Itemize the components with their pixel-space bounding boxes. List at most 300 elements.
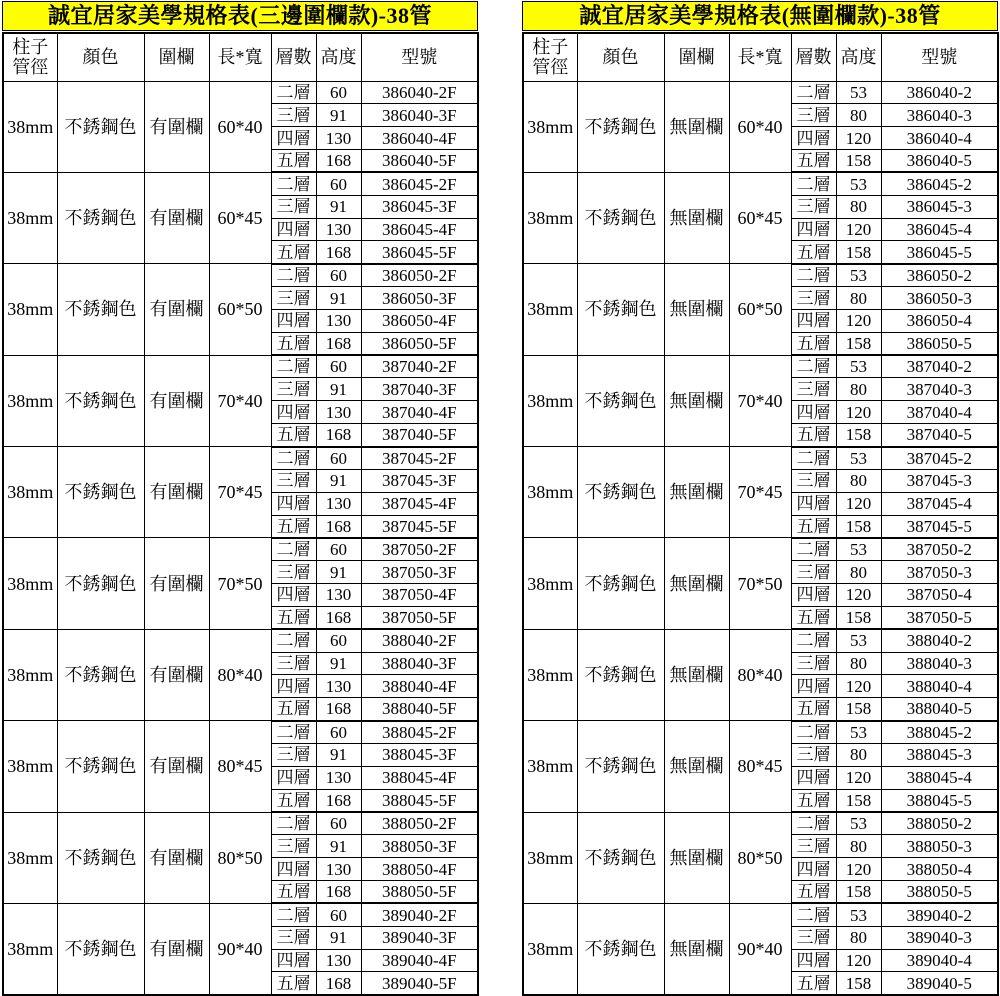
color-cell: 不銹鋼色 <box>577 538 664 629</box>
color-cell: 不銹鋼色 <box>577 172 664 263</box>
height-cell: 120 <box>836 127 881 150</box>
layers-cell: 三層 <box>791 835 836 858</box>
height-cell: 130 <box>316 766 361 789</box>
height-cell: 158 <box>836 789 881 812</box>
model-cell: 387045-3F <box>361 469 478 492</box>
layers-cell: 四層 <box>271 401 316 424</box>
pipe-diameter-cell: 38mm <box>523 264 577 355</box>
model-cell: 387040-3F <box>361 378 478 401</box>
model-cell: 388040-5F <box>361 698 478 721</box>
height-cell: 168 <box>316 972 361 995</box>
size-cell: 90*40 <box>729 903 791 994</box>
layers-cell: 五層 <box>271 698 316 721</box>
model-cell: 387050-5 <box>881 606 998 629</box>
height-cell: 53 <box>836 447 881 470</box>
size-cell: 80*50 <box>729 812 791 903</box>
model-cell: 387040-4F <box>361 401 478 424</box>
header-fence: 圍欄 <box>664 33 729 81</box>
layers-cell: 五層 <box>791 332 836 355</box>
model-cell: 388045-5 <box>881 789 998 812</box>
model-cell: 387040-4 <box>881 401 998 424</box>
layers-cell: 五層 <box>271 972 316 995</box>
model-cell: 389040-5F <box>361 972 478 995</box>
table-row <box>523 903 998 926</box>
height-cell: 130 <box>316 858 361 881</box>
fence-cell: 無圍欄 <box>664 629 729 720</box>
size-cell: 90*40 <box>209 903 271 994</box>
header-size: 長*寬 <box>729 33 791 81</box>
layers-cell: 三層 <box>271 287 316 310</box>
layers-cell: 五層 <box>791 424 836 447</box>
header-pipe-line1: 柱子 <box>532 36 569 57</box>
model-cell: 389040-3F <box>361 926 478 949</box>
model-cell: 386045-4F <box>361 218 478 241</box>
layers-cell: 二層 <box>791 355 836 378</box>
table-row <box>523 172 998 195</box>
size-cell: 60*45 <box>209 172 271 263</box>
color-cell: 不銹鋼色 <box>57 721 144 812</box>
layers-cell: 四層 <box>271 858 316 881</box>
fence-cell: 無圍欄 <box>664 903 729 994</box>
pipe-diameter-cell: 38mm <box>3 629 57 720</box>
table-row <box>523 812 998 835</box>
fence-cell: 有圍欄 <box>144 355 209 446</box>
height-cell: 120 <box>836 401 881 424</box>
height-cell: 60 <box>316 264 361 287</box>
layers-cell: 四層 <box>271 766 316 789</box>
layers-cell: 三層 <box>271 195 316 218</box>
table-row <box>523 264 998 287</box>
height-cell: 130 <box>316 675 361 698</box>
height-cell: 91 <box>316 835 361 858</box>
height-cell: 168 <box>316 515 361 538</box>
model-cell: 388050-3 <box>881 835 998 858</box>
layers-cell: 四層 <box>791 675 836 698</box>
layers-cell: 五層 <box>791 241 836 264</box>
fence-cell: 無圍欄 <box>664 172 729 263</box>
table-row <box>523 721 998 744</box>
model-cell: 386045-3 <box>881 195 998 218</box>
height-cell: 130 <box>316 584 361 607</box>
pipe-diameter-cell: 38mm <box>523 355 577 446</box>
layers-cell: 五層 <box>791 606 836 629</box>
header-model: 型號 <box>881 33 998 81</box>
model-cell: 386050-5 <box>881 332 998 355</box>
height-cell: 60 <box>316 721 361 744</box>
height-cell: 158 <box>836 881 881 904</box>
layers-cell: 五層 <box>271 606 316 629</box>
layers-cell: 五層 <box>791 515 836 538</box>
header-pipe-diameter <box>523 33 577 81</box>
height-cell: 158 <box>836 698 881 721</box>
size-cell: 60*50 <box>209 264 271 355</box>
model-cell: 389040-4 <box>881 949 998 972</box>
height-cell: 130 <box>316 218 361 241</box>
color-cell: 不銹鋼色 <box>57 81 144 172</box>
height-cell: 158 <box>836 332 881 355</box>
model-cell: 386050-5F <box>361 332 478 355</box>
height-cell: 120 <box>836 675 881 698</box>
spec-table <box>522 32 999 996</box>
table-row <box>3 812 478 835</box>
model-cell: 386050-3F <box>361 287 478 310</box>
model-cell: 388050-5 <box>881 881 998 904</box>
table-row <box>3 629 478 652</box>
height-cell: 53 <box>836 629 881 652</box>
height-cell: 130 <box>316 492 361 515</box>
layers-cell: 二層 <box>271 172 316 195</box>
height-cell: 158 <box>836 515 881 538</box>
color-cell: 不銹鋼色 <box>577 903 664 994</box>
layers-cell: 三層 <box>791 652 836 675</box>
layers-cell: 四層 <box>791 218 836 241</box>
model-cell: 388045-2 <box>881 721 998 744</box>
table-title-unfenced: 誠宜居家美學規格表(無圍欄款)-38管 <box>522 1 998 31</box>
model-cell: 387050-2F <box>361 538 478 561</box>
layers-cell: 五層 <box>791 698 836 721</box>
model-cell: 387045-4 <box>881 492 998 515</box>
pipe-diameter-cell: 38mm <box>523 721 577 812</box>
height-cell: 91 <box>316 926 361 949</box>
model-cell: 386040-5F <box>361 150 478 173</box>
color-cell: 不銹鋼色 <box>577 812 664 903</box>
layers-cell: 三層 <box>791 743 836 766</box>
table-row <box>3 264 478 287</box>
model-cell: 388050-4F <box>361 858 478 881</box>
fence-cell: 有圍欄 <box>144 538 209 629</box>
pipe-diameter-cell: 38mm <box>3 172 57 263</box>
header-fence: 圍欄 <box>144 33 209 81</box>
height-cell: 168 <box>316 698 361 721</box>
model-cell: 386045-2 <box>881 172 998 195</box>
height-cell: 120 <box>836 584 881 607</box>
layers-cell: 五層 <box>791 881 836 904</box>
layers-cell: 五層 <box>271 881 316 904</box>
layers-cell: 二層 <box>271 355 316 378</box>
model-cell: 389040-2 <box>881 903 998 926</box>
height-cell: 53 <box>836 538 881 561</box>
layers-cell: 五層 <box>791 150 836 173</box>
header-row <box>523 33 998 81</box>
layers-cell: 三層 <box>271 835 316 858</box>
table-row <box>523 538 998 561</box>
layers-cell: 四層 <box>271 309 316 332</box>
table-row <box>3 903 478 926</box>
model-cell: 388040-4F <box>361 675 478 698</box>
height-cell: 168 <box>316 881 361 904</box>
fence-cell: 有圍欄 <box>144 721 209 812</box>
fence-cell: 無圍欄 <box>664 721 729 812</box>
header-pipe-diameter <box>3 33 57 81</box>
model-cell: 386040-3F <box>361 104 478 127</box>
color-cell: 不銹鋼色 <box>57 538 144 629</box>
layers-cell: 五層 <box>271 424 316 447</box>
height-cell: 60 <box>316 812 361 835</box>
color-cell: 不銹鋼色 <box>57 903 144 994</box>
size-cell: 70*50 <box>209 538 271 629</box>
layers-cell: 二層 <box>271 812 316 835</box>
header-size: 長*寬 <box>209 33 271 81</box>
layers-cell: 四層 <box>791 309 836 332</box>
model-cell: 386040-2F <box>361 81 478 104</box>
height-cell: 158 <box>836 241 881 264</box>
model-cell: 387050-5F <box>361 606 478 629</box>
table-row <box>3 172 478 195</box>
height-cell: 168 <box>316 789 361 812</box>
pipe-diameter-cell: 38mm <box>523 629 577 720</box>
size-cell: 80*45 <box>209 721 271 812</box>
layers-cell: 四層 <box>791 401 836 424</box>
fence-cell: 無圍欄 <box>664 447 729 538</box>
layers-cell: 四層 <box>271 218 316 241</box>
table-row <box>523 81 998 104</box>
layers-cell: 五層 <box>271 515 316 538</box>
layers-cell: 二層 <box>271 903 316 926</box>
layers-cell: 三層 <box>791 469 836 492</box>
table-row <box>3 355 478 378</box>
pipe-diameter-cell: 38mm <box>523 812 577 903</box>
height-cell: 168 <box>316 150 361 173</box>
height-cell: 60 <box>316 447 361 470</box>
fence-cell: 有圍欄 <box>144 81 209 172</box>
height-cell: 91 <box>316 378 361 401</box>
model-cell: 387045-4F <box>361 492 478 515</box>
height-cell: 80 <box>836 104 881 127</box>
color-cell: 不銹鋼色 <box>577 264 664 355</box>
layers-cell: 四層 <box>791 127 836 150</box>
model-cell: 387045-5 <box>881 515 998 538</box>
layers-cell: 二層 <box>791 172 836 195</box>
layers-cell: 四層 <box>791 766 836 789</box>
model-cell: 388045-2F <box>361 721 478 744</box>
layers-cell: 五層 <box>271 789 316 812</box>
color-cell: 不銹鋼色 <box>57 355 144 446</box>
model-cell: 389040-4F <box>361 949 478 972</box>
model-cell: 386050-2F <box>361 264 478 287</box>
model-cell: 387040-3 <box>881 378 998 401</box>
height-cell: 91 <box>316 104 361 127</box>
model-cell: 387045-2 <box>881 447 998 470</box>
size-cell: 80*50 <box>209 812 271 903</box>
height-cell: 53 <box>836 903 881 926</box>
layers-cell: 五層 <box>271 332 316 355</box>
layers-cell: 二層 <box>791 81 836 104</box>
height-cell: 53 <box>836 172 881 195</box>
model-cell: 387045-3 <box>881 469 998 492</box>
header-pipe-line1: 柱子 <box>12 36 49 57</box>
model-cell: 389040-5 <box>881 972 998 995</box>
height-cell: 53 <box>836 812 881 835</box>
pipe-diameter-cell: 38mm <box>3 447 57 538</box>
height-cell: 60 <box>316 172 361 195</box>
model-cell: 387040-5F <box>361 424 478 447</box>
layers-cell: 四層 <box>791 858 836 881</box>
table-row <box>3 81 478 104</box>
layers-cell: 四層 <box>271 949 316 972</box>
layers-cell: 二層 <box>791 264 836 287</box>
height-cell: 53 <box>836 355 881 378</box>
pipe-diameter-cell: 38mm <box>3 721 57 812</box>
size-cell: 70*50 <box>729 538 791 629</box>
layers-cell: 二層 <box>791 903 836 926</box>
model-cell: 386045-2F <box>361 172 478 195</box>
fence-cell: 無圍欄 <box>664 538 729 629</box>
model-cell: 388045-3 <box>881 743 998 766</box>
height-cell: 80 <box>836 195 881 218</box>
size-cell: 60*40 <box>209 81 271 172</box>
layers-cell: 三層 <box>791 561 836 584</box>
model-cell: 387040-5 <box>881 424 998 447</box>
layers-cell: 二層 <box>271 264 316 287</box>
model-cell: 387040-2 <box>881 355 998 378</box>
model-cell: 388050-4 <box>881 858 998 881</box>
height-cell: 80 <box>836 561 881 584</box>
height-cell: 168 <box>316 424 361 447</box>
fence-cell: 有圍欄 <box>144 264 209 355</box>
color-cell: 不銹鋼色 <box>577 721 664 812</box>
color-cell: 不銹鋼色 <box>577 355 664 446</box>
fence-cell: 有圍欄 <box>144 629 209 720</box>
height-cell: 60 <box>316 538 361 561</box>
pipe-diameter-cell: 38mm <box>523 172 577 263</box>
fence-cell: 無圍欄 <box>664 81 729 172</box>
size-cell: 60*45 <box>729 172 791 263</box>
model-cell: 386040-2 <box>881 81 998 104</box>
model-cell: 388050-2 <box>881 812 998 835</box>
spec-table-unfenced <box>522 1 998 996</box>
pipe-diameter-cell: 38mm <box>3 812 57 903</box>
height-cell: 91 <box>316 743 361 766</box>
height-cell: 91 <box>316 195 361 218</box>
height-cell: 60 <box>316 903 361 926</box>
layers-cell: 二層 <box>271 721 316 744</box>
model-cell: 387045-5F <box>361 515 478 538</box>
height-cell: 80 <box>836 469 881 492</box>
height-cell: 91 <box>316 561 361 584</box>
model-cell: 386050-2 <box>881 264 998 287</box>
height-cell: 80 <box>836 652 881 675</box>
header-layers: 層數 <box>271 33 316 81</box>
model-cell: 388040-3F <box>361 652 478 675</box>
model-cell: 388040-5 <box>881 698 998 721</box>
height-cell: 120 <box>836 949 881 972</box>
size-cell: 60*40 <box>729 81 791 172</box>
layers-cell: 四層 <box>791 949 836 972</box>
size-cell: 80*45 <box>729 721 791 812</box>
layers-cell: 二層 <box>271 81 316 104</box>
pipe-diameter-cell: 38mm <box>3 355 57 446</box>
layers-cell: 四層 <box>271 127 316 150</box>
pipe-diameter-cell: 38mm <box>3 538 57 629</box>
model-cell: 387040-2F <box>361 355 478 378</box>
model-cell: 387050-2 <box>881 538 998 561</box>
height-cell: 120 <box>836 766 881 789</box>
fence-cell: 有圍欄 <box>144 903 209 994</box>
height-cell: 80 <box>836 835 881 858</box>
table-row <box>3 447 478 470</box>
header-height: 高度 <box>316 33 361 81</box>
layers-cell: 二層 <box>791 721 836 744</box>
height-cell: 53 <box>836 721 881 744</box>
layers-cell: 三層 <box>271 469 316 492</box>
color-cell: 不銹鋼色 <box>577 629 664 720</box>
layers-cell: 四層 <box>791 584 836 607</box>
model-cell: 387050-3 <box>881 561 998 584</box>
layers-cell: 四層 <box>271 675 316 698</box>
model-cell: 388040-2F <box>361 629 478 652</box>
model-cell: 386045-5F <box>361 241 478 264</box>
pipe-diameter-cell: 38mm <box>523 903 577 994</box>
layers-cell: 三層 <box>271 652 316 675</box>
height-cell: 60 <box>316 355 361 378</box>
model-cell: 387050-4F <box>361 584 478 607</box>
layers-cell: 三層 <box>791 926 836 949</box>
layers-cell: 四層 <box>271 492 316 515</box>
header-model: 型號 <box>361 33 478 81</box>
size-cell: 70*40 <box>729 355 791 446</box>
height-cell: 130 <box>316 127 361 150</box>
table-row <box>3 721 478 744</box>
color-cell: 不銹鋼色 <box>57 172 144 263</box>
pipe-diameter-cell: 38mm <box>3 903 57 994</box>
height-cell: 91 <box>316 652 361 675</box>
model-cell: 387050-4 <box>881 584 998 607</box>
height-cell: 60 <box>316 629 361 652</box>
header-pipe-line2: 管徑 <box>532 57 569 78</box>
height-cell: 53 <box>836 264 881 287</box>
layers-cell: 二層 <box>271 629 316 652</box>
table-row <box>523 629 998 652</box>
layers-cell: 二層 <box>791 447 836 470</box>
layers-cell: 二層 <box>271 538 316 561</box>
height-cell: 158 <box>836 606 881 629</box>
height-cell: 91 <box>316 287 361 310</box>
layers-cell: 三層 <box>271 104 316 127</box>
height-cell: 158 <box>836 972 881 995</box>
layers-cell: 五層 <box>791 972 836 995</box>
layers-cell: 三層 <box>791 378 836 401</box>
size-cell: 60*50 <box>729 264 791 355</box>
layers-cell: 三層 <box>271 926 316 949</box>
height-cell: 158 <box>836 150 881 173</box>
model-cell: 386040-4F <box>361 127 478 150</box>
color-cell: 不銹鋼色 <box>57 812 144 903</box>
height-cell: 120 <box>836 309 881 332</box>
height-cell: 158 <box>836 424 881 447</box>
table-row <box>523 447 998 470</box>
model-cell: 388040-4 <box>881 675 998 698</box>
model-cell: 388050-2F <box>361 812 478 835</box>
header-color: 顏色 <box>577 33 664 81</box>
model-cell: 388045-4 <box>881 766 998 789</box>
layers-cell: 三層 <box>791 287 836 310</box>
layers-cell: 三層 <box>791 104 836 127</box>
fence-cell: 無圍欄 <box>664 264 729 355</box>
height-cell: 168 <box>316 332 361 355</box>
model-cell: 388040-3 <box>881 652 998 675</box>
layers-cell: 五層 <box>271 150 316 173</box>
height-cell: 130 <box>316 401 361 424</box>
layers-cell: 二層 <box>791 538 836 561</box>
height-cell: 168 <box>316 606 361 629</box>
layers-cell: 二層 <box>791 629 836 652</box>
model-cell: 386045-5 <box>881 241 998 264</box>
model-cell: 386050-4 <box>881 309 998 332</box>
color-cell: 不銹鋼色 <box>57 447 144 538</box>
model-cell: 388045-3F <box>361 743 478 766</box>
header-color: 顏色 <box>57 33 144 81</box>
height-cell: 80 <box>836 287 881 310</box>
